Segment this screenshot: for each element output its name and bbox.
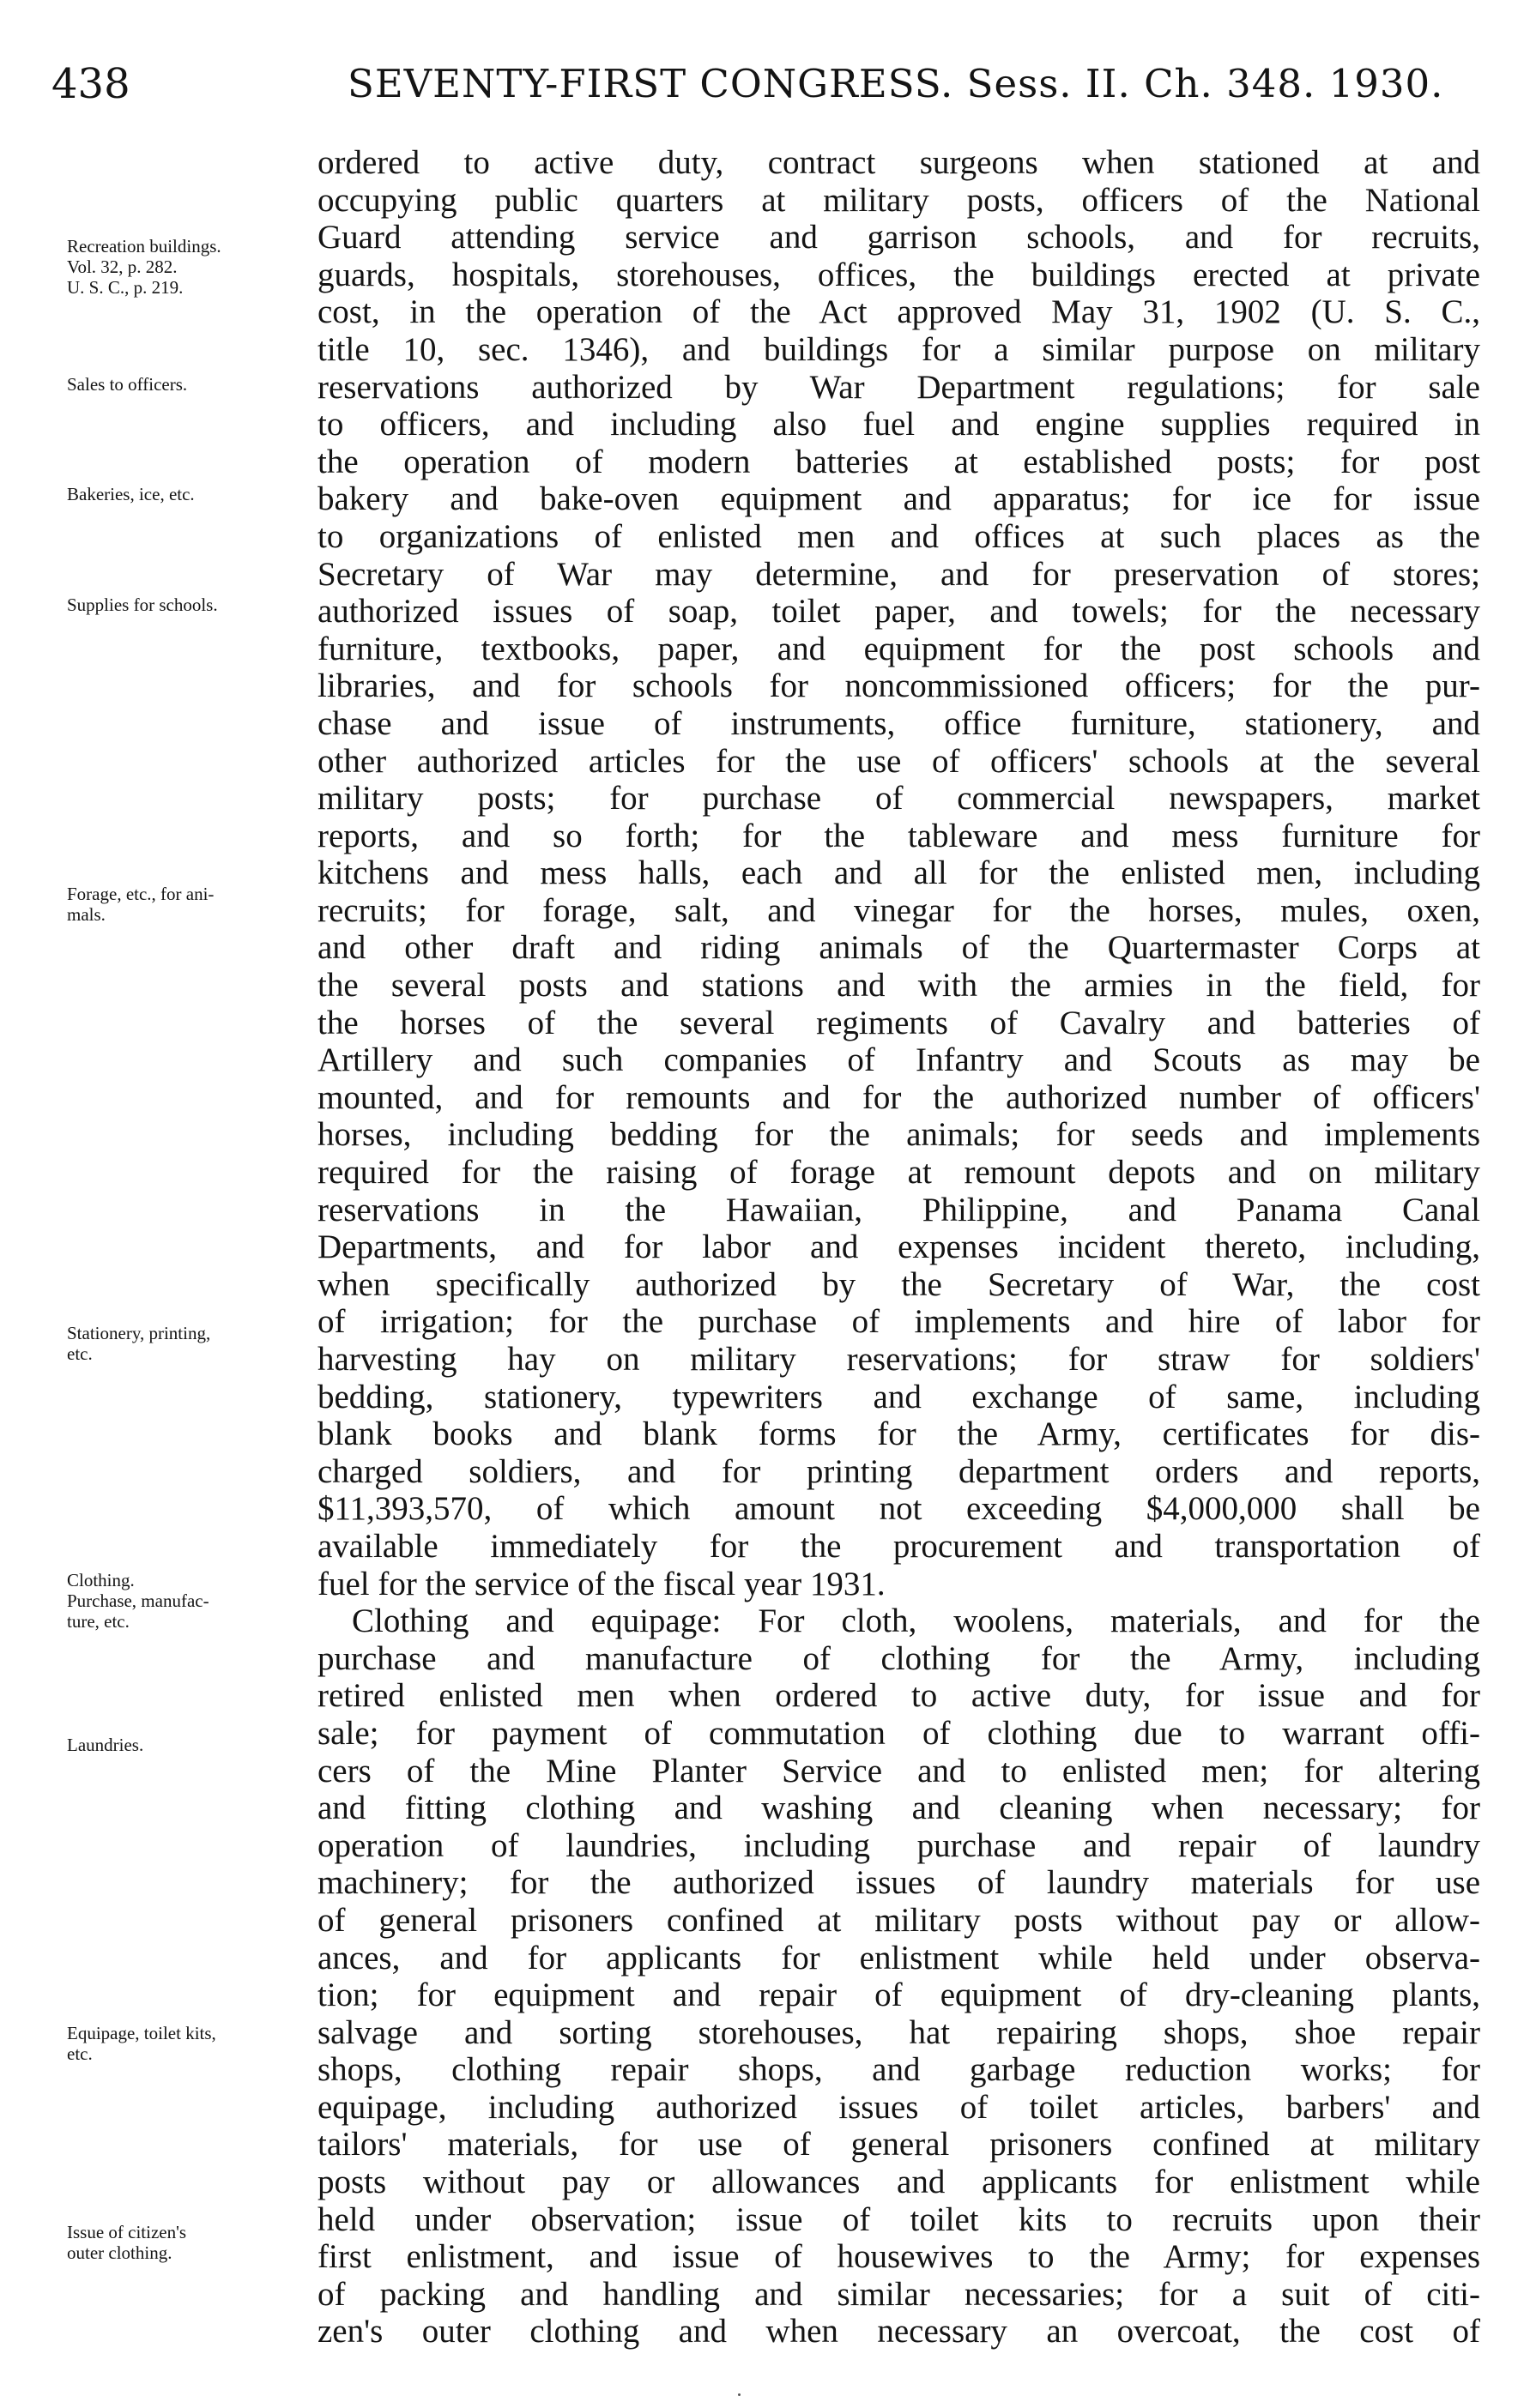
body-line: harvesting hay on military reservations; for straw for soldiers' <box>317 1341 1480 1378</box>
body-line: equipage, including authorized issues of toilet articles, barbers' and <box>317 2088 1480 2126</box>
body-line: kitchens and mess halls, each and all for the enlisted men, including <box>317 854 1480 892</box>
margin-note-line: etc. <box>67 1343 93 1364</box>
body-line: retired enlisted men when ordered to active duty, for issue and for <box>317 1677 1480 1715</box>
body-line: Clothing and equipage: For cloth, woolens, materials, and for the <box>352 1602 1480 1640</box>
body-line: Secretary of War may determine, and for preservation of stores; <box>317 555 1480 593</box>
body-line: sale; for payment of commutation of clothing due to warrant offi- <box>317 1714 1480 1752</box>
body-line: fuel for the service of the fiscal year 1931. <box>317 1565 886 1602</box>
body-line: horses, including bedding for the animals; for seeds and implements <box>317 1116 1480 1154</box>
margin-note-bakeries <box>67 484 324 504</box>
body-line: required for the raising of forage at remount depots and on military <box>317 1154 1480 1192</box>
margin-note-line: Bakeries, ice, etc. <box>67 484 195 504</box>
running-head: SEVENTY-FIRST CONGRESS. Sess. II. Ch. 348. 1930. <box>348 61 1444 106</box>
body-line: posts without pay or allowances and applicants for enlistment while <box>317 2164 1480 2201</box>
body-line: reservations in the Hawaiian, Philippine, and Panama Canal <box>317 1191 1480 1228</box>
body-line: Guard attending service and garrison schools, and for recruits, <box>317 219 1480 256</box>
margin-note-line: Stationery, printing, <box>67 1323 211 1343</box>
body-line: salvage and sorting storehouses, hat repairing shops, shoe repair <box>317 2013 1480 2051</box>
margin-note-laundries <box>67 1735 324 1755</box>
body-line: bakery and bake-oven equipment and apparatus; for ice for issue <box>317 480 1480 518</box>
body-line: cost, in the operation of the Act approved May 31, 1902 (U. S. C., <box>317 293 1480 331</box>
margin-note-line: ture, etc. <box>67 1611 130 1632</box>
page-speck <box>738 2393 741 2396</box>
margin-note-line: mals. <box>67 904 106 925</box>
body-line: when specifically authorized by the Secretary of War, the cost <box>317 1265 1480 1303</box>
body-line: of general prisoners confined at military posts without pay or allow- <box>317 1901 1480 1939</box>
body-line: occupying public quarters at military posts, officers of the National <box>317 181 1480 219</box>
body-line: guards, hospitals, storehouses, offices, the buildings erected at private <box>317 256 1480 293</box>
body-text <box>317 144 1480 2351</box>
body-line: of irrigation; for the purchase of implements and hire of labor for <box>317 1303 1480 1341</box>
margin-note-line: Sales to officers. <box>67 374 188 395</box>
margin-notes <box>51 144 309 2392</box>
body-line: purchase and manufacture of clothing for the Army, including <box>317 1639 1480 1677</box>
body-line: libraries, and for schools for noncommissioned officers; for the pur- <box>317 667 1480 705</box>
body-line: to organizations of enlisted men and offices at such places as the <box>317 517 1480 555</box>
margin-note-forage <box>67 884 324 925</box>
margin-note-issue-of-citizens-outer-clothing <box>67 2222 324 2263</box>
margin-note-line: etc. <box>67 2043 93 2064</box>
body-line: ordered to active duty, contract surgeons when stationed at and <box>317 144 1480 181</box>
body-line: tailors' materials, for use of general prisoners confined at military <box>317 2126 1480 2164</box>
margin-note-sales-to-officers <box>67 374 324 395</box>
body-line: reports, and so forth; for the tableware and mess furniture for <box>317 817 1480 854</box>
body-line: bedding, stationery, typewriters and exchange of same, including <box>317 1378 1480 1415</box>
body-line: held under observation; issue of toilet kits to recruits upon their <box>317 2200 1480 2238</box>
page-number: 438 <box>51 60 130 108</box>
margin-note-line: U. S. C., p. 219. <box>67 277 184 298</box>
margin-note-line: Issue of citizen's <box>67 2222 187 2242</box>
body-line: reservations authorized by War Department regulations; for sale <box>317 368 1480 406</box>
body-line: authorized issues of soap, toilet paper, and towels; for the necessary <box>317 593 1480 631</box>
body-line: charged soldiers, and for printing department orders and reports, <box>317 1452 1480 1490</box>
margin-note-line: Purchase, manufac- <box>67 1590 209 1611</box>
body-line: $11,393,570, of which amount not exceeding $4,000,000 shall be <box>317 1490 1480 1528</box>
body-line: military posts; for purchase of commercial newspapers, market <box>317 780 1480 818</box>
body-line: chase and issue of instruments, office furniture, stationery, and <box>317 704 1480 742</box>
body-line: the several posts and stations and with the armies in the field, for <box>317 967 1480 1005</box>
body-line: shops, clothing repair shops, and garbage reduction works; for <box>317 2051 1480 2089</box>
margin-note-line: Recreation buildings. <box>67 236 221 256</box>
body-line: recruits; for forage, salt, and vinegar for the horses, mules, oxen, <box>317 891 1480 929</box>
body-line: furniture, textbooks, paper, and equipment for the post schools and <box>317 630 1480 667</box>
body-line: operation of laundries, including purchase and repair of laundry <box>317 1826 1480 1864</box>
margin-note-stationery-printing <box>67 1323 324 1364</box>
body-line: ances, and for applicants for enlistment while held under observa- <box>317 1939 1480 1976</box>
margin-note-line: Forage, etc., for ani- <box>67 884 215 904</box>
body-line: Departments, and for labor and expenses incident thereto, including, <box>317 1228 1480 1266</box>
body-line: to officers, and including also fuel and engine supplies required in <box>317 406 1480 444</box>
body-line: machinery; for the authorized issues of laundry materials for use <box>317 1864 1480 1902</box>
margin-note-supplies-for-schools <box>67 594 324 615</box>
body-line: mounted, and for remounts and for the authorized number of officers' <box>317 1078 1480 1116</box>
margin-note-clothing <box>67 1570 324 1632</box>
body-line: blank books and blank forms for the Army, certificates for dis- <box>317 1415 1480 1453</box>
body-line: tion; for equipment and repair of equipment of dry-cleaning plants, <box>317 1976 1480 2014</box>
body-line: zen's outer clothing and when necessary an overcoat, the cost of <box>317 2313 1480 2351</box>
margin-note-line: outer clothing. <box>67 2242 172 2263</box>
body-line: the operation of modern batteries at established posts; for post <box>317 443 1480 480</box>
margin-note-recreation-buildings <box>67 236 324 298</box>
body-line: other authorized articles for the use of officers' schools at the several <box>317 742 1480 780</box>
body-line: and fitting clothing and washing and cleaning when necessary; for <box>317 1789 1480 1827</box>
margin-note-line: Vol. 32, p. 282. <box>67 256 178 277</box>
body-line: Artillery and such companies of Infantry and Scouts as may be <box>317 1041 1480 1079</box>
body-line: of packing and handling and similar necessaries; for a suit of citi- <box>317 2275 1480 2313</box>
body-line: and other draft and riding animals of the Quartermaster Corps at <box>317 929 1480 967</box>
page-header <box>51 50 1476 118</box>
margin-note-line: Laundries. <box>67 1735 144 1755</box>
margin-note-equipage <box>67 2023 324 2064</box>
body-line: title 10, sec. 1346), and buildings for a similar purpose on military <box>317 330 1480 368</box>
margin-note-line: Clothing. <box>67 1570 135 1590</box>
body-line: cers of the Mine Planter Service and to enlisted men; for altering <box>317 1752 1480 1789</box>
body-line: the horses of the several regiments of Cavalry and batteries of <box>317 1004 1480 1041</box>
body-line: available immediately for the procurement and transportation of <box>317 1527 1480 1565</box>
margin-note-line: Supplies for schools. <box>67 594 218 615</box>
body-line: first enlistment, and issue of housewives to the Army; for expenses <box>317 2238 1480 2276</box>
margin-note-line: Equipage, toilet kits, <box>67 2023 216 2043</box>
